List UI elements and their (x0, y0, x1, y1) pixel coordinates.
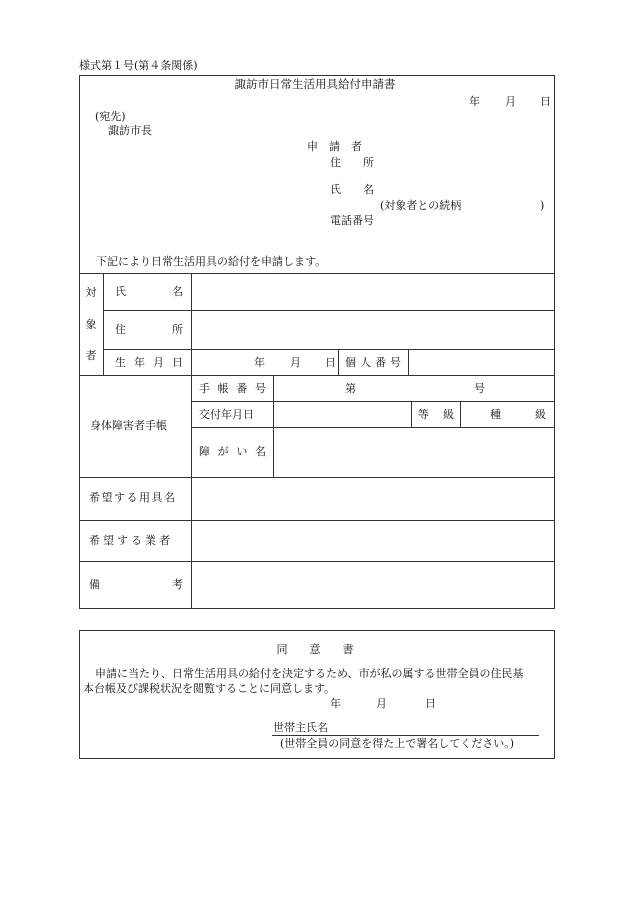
consent-year-label: 年 (330, 697, 341, 710)
birth-year-label: 年 (254, 356, 265, 369)
personal-number-char: 個 (345, 356, 356, 369)
consent-body-line1: 申請に当たり、日常生活用具の給付を決定するため、市が私の属する世帯全員の住民基 (95, 667, 524, 680)
col-divider (273, 375, 274, 477)
applicant-phone-label: 電話番号 (330, 214, 374, 227)
personal-number-label (345, 357, 401, 368)
head-name-label: 世帯主氏名 (273, 721, 328, 734)
disability-char: 障 (199, 445, 210, 458)
consent-month-label: 月 (376, 697, 387, 710)
applicant-heading: 申 請 者 (307, 140, 362, 153)
disability-char: が (217, 445, 229, 458)
row-divider (79, 561, 555, 562)
col-divider (408, 349, 409, 375)
row-divider (103, 310, 555, 311)
birthdate-char: 日 (172, 356, 183, 369)
personal-number-char: 番 (375, 356, 386, 369)
grade-char: 級 (443, 408, 454, 421)
date-month-label: 月 (505, 95, 516, 108)
form-title: 諏訪市日常生活用具給付申請書 (234, 77, 396, 91)
remarks-label (89, 579, 183, 590)
remarks-char: 考 (172, 578, 183, 591)
birthdate-char: 年 (134, 356, 145, 369)
birthdate-char: 生 (115, 356, 126, 369)
relation-close: ) (540, 199, 545, 212)
date-day-label: 日 (540, 95, 551, 108)
type-char: 級 (535, 408, 546, 421)
disability-char: い (236, 445, 248, 458)
applicant-name-label: 氏 名 (330, 183, 374, 196)
handbook-number-label (199, 383, 266, 394)
target-address-label (115, 324, 183, 335)
row-divider (79, 477, 555, 478)
row-divider (103, 349, 555, 350)
target-group-char-2: 象 (85, 318, 97, 331)
consent-day-label: 日 (425, 697, 436, 710)
birth-day-label: 日 (325, 356, 336, 369)
table-top-border (79, 273, 555, 274)
target-address-char: 住 (115, 323, 126, 336)
col-divider (103, 273, 104, 375)
row-divider (191, 427, 555, 428)
disability-label (199, 446, 266, 457)
applicant-address-label: 住 所 (330, 156, 374, 169)
target-name-char: 氏 (115, 285, 126, 298)
desired-vendor-label: 希望する業者 (89, 534, 173, 547)
date-year-label: 年 (469, 95, 480, 108)
handbook-label: 身体障害者手帳 (90, 419, 167, 432)
consent-body-line2: 本台帳及び課税状況を閲覧することに同意します。 (83, 682, 336, 695)
relation-label: (対象者との続柄 (380, 199, 462, 212)
col-divider (411, 401, 412, 427)
birth-month-label: 月 (290, 356, 301, 369)
row-divider (79, 375, 555, 376)
row-divider (191, 401, 555, 402)
form-number: 様式第１号(第４条関係) (79, 59, 198, 72)
grade-char: 等 (418, 408, 429, 421)
handbook-number-char: 帳 (217, 382, 229, 395)
target-group-char-1: 対 (85, 286, 97, 299)
birthdate-char: 月 (153, 356, 164, 369)
disability-char: 名 (254, 445, 266, 458)
personal-number-char: 人 (360, 356, 371, 369)
personal-number-char: 号 (390, 356, 401, 369)
row-divider (79, 520, 555, 521)
col-divider (460, 401, 461, 427)
consent-title: 同 意 書 (276, 643, 354, 656)
target-address-char: 所 (172, 323, 183, 336)
intro-text: 下記により日常生活用具の給付を申請します。 (96, 255, 327, 268)
target-group-char-3: 者 (85, 349, 97, 362)
handbook-number-char: 手 (199, 382, 210, 395)
target-birthdate-label (115, 357, 183, 368)
handbook-number-prefix: 第 (345, 382, 356, 395)
application-form (79, 75, 555, 609)
issue-date-label: 交付年月日 (199, 408, 254, 421)
type-char: 種 (490, 408, 501, 421)
consent-note: (世帯全員の同意を得た上で署名してください。) (280, 737, 515, 750)
type-label (490, 409, 546, 420)
addressee-name: 諏訪市長 (108, 124, 152, 137)
signature-line (272, 735, 539, 736)
addressee-label: (宛先) (95, 110, 126, 123)
col-divider (191, 273, 192, 609)
target-name-char: 名 (172, 285, 183, 298)
target-name-label (115, 286, 183, 297)
remarks-char: 備 (89, 578, 100, 591)
col-divider (338, 349, 339, 375)
handbook-number-char: 番 (236, 382, 248, 395)
handbook-number-char: 号 (254, 382, 266, 395)
desired-equipment-label: 希望する用具名 (89, 491, 177, 504)
grade-label (418, 409, 454, 420)
handbook-number-suffix: 号 (474, 382, 485, 395)
